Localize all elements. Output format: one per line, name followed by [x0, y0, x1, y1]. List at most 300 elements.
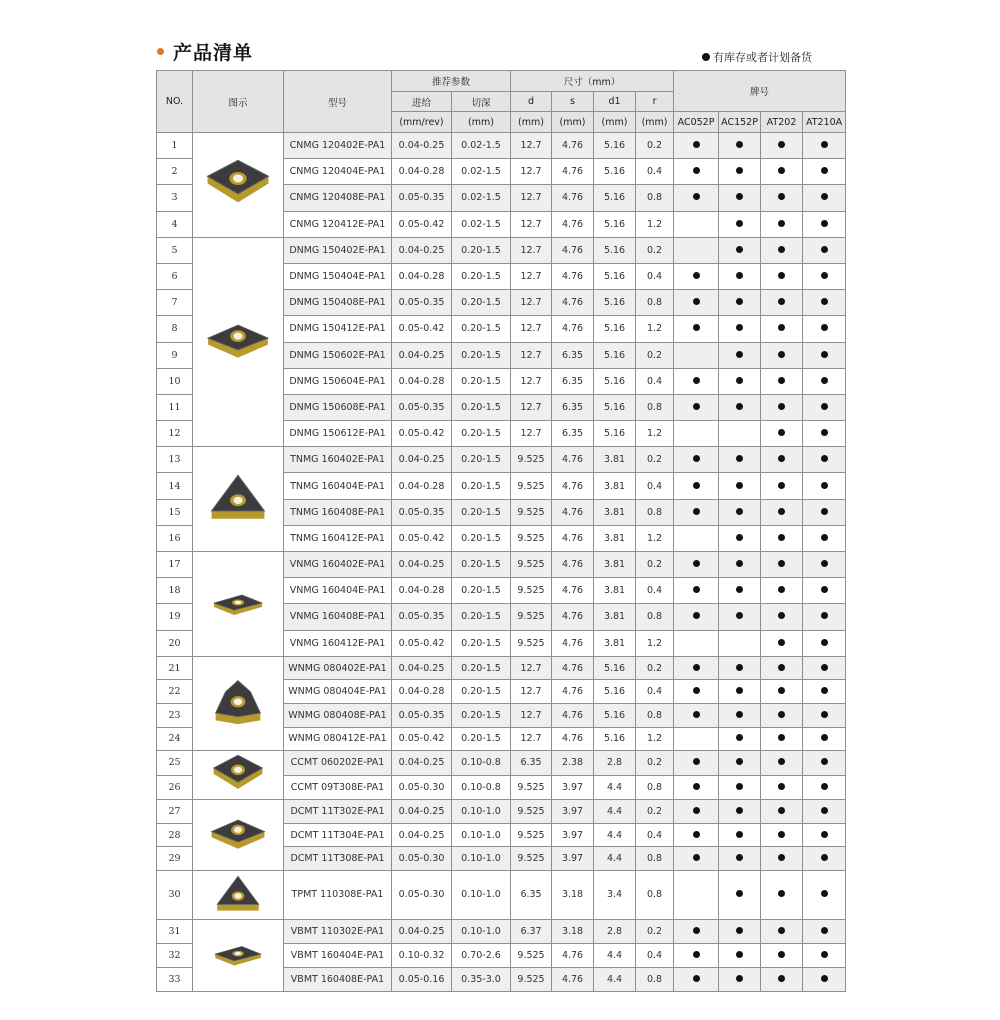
depth-cell: 0.20-1.5: [452, 368, 511, 394]
feed-cell: 0.05-0.30: [392, 847, 452, 871]
r-cell: 0.8: [636, 604, 674, 630]
grade-at202-cell: [761, 342, 803, 368]
r-cell: 0.4: [636, 159, 674, 185]
d-cell: 12.7: [511, 263, 552, 289]
in-stock-dot-icon: [821, 272, 828, 279]
in-stock-dot-icon: [693, 783, 700, 790]
in-stock-dot-icon: [821, 167, 828, 174]
d1-cell: 3.4: [594, 870, 636, 919]
row-number: 10: [157, 368, 193, 394]
s-cell: 4.76: [552, 967, 594, 991]
in-stock-dot-icon: [736, 831, 743, 838]
grade-ac052p-cell: [674, 159, 719, 185]
grade-ac052p-cell: [674, 943, 719, 967]
depth-cell: 0.02-1.5: [452, 133, 511, 159]
s-cell: 4.76: [552, 473, 594, 499]
d-cell: 12.7: [511, 727, 552, 751]
d-cell: 6.35: [511, 751, 552, 776]
grade-at210a-cell: [803, 800, 846, 824]
header-grade: 牌号: [674, 71, 846, 112]
d-cell: 9.525: [511, 847, 552, 871]
in-stock-dot-icon: [693, 687, 700, 694]
depth-cell: 0.10-0.8: [452, 775, 511, 800]
d1-cell: 4.4: [594, 967, 636, 991]
in-stock-dot-icon: [736, 734, 743, 741]
grade-at202-cell: [761, 159, 803, 185]
in-stock-dot-icon: [778, 272, 785, 279]
feed-cell: 0.04-0.28: [392, 159, 452, 185]
table-row: [157, 870, 846, 919]
in-stock-dot-icon: [736, 560, 743, 567]
s-cell: 6.35: [552, 394, 594, 420]
in-stock-dot-icon: [736, 854, 743, 861]
grade-at202-cell: [761, 394, 803, 420]
grade-ac152p-cell: [719, 775, 761, 800]
grade-ac152p-cell: [719, 368, 761, 394]
insert-image-cell: [193, 800, 284, 871]
grade-ac052p-cell: [674, 499, 719, 525]
feed-cell: 0.04-0.25: [392, 552, 452, 578]
r-cell: 0.2: [636, 447, 674, 473]
s-cell: 4.76: [552, 316, 594, 342]
grade-ac052p-cell: [674, 316, 719, 342]
s-cell: 3.18: [552, 870, 594, 919]
feed-cell: 0.04-0.25: [392, 237, 452, 263]
grade-ac152p-cell: [719, 525, 761, 551]
header-size: 尺寸（mm）: [511, 71, 674, 92]
d1-cell: 5.16: [594, 133, 636, 159]
feed-cell: 0.04-0.25: [392, 919, 452, 943]
d-cell: 9.525: [511, 630, 552, 656]
grade-at202-cell: [761, 919, 803, 943]
row-number: 25: [157, 751, 193, 776]
r-cell: 0.4: [636, 263, 674, 289]
d-cell: 12.7: [511, 237, 552, 263]
grade-at210a-cell: [803, 421, 846, 447]
in-stock-dot-icon: [778, 975, 785, 982]
d-cell: 6.35: [511, 870, 552, 919]
feed-cell: 0.04-0.25: [392, 823, 452, 847]
grade-at210a-cell: [803, 211, 846, 237]
table-row: [157, 919, 846, 943]
row-number: 17: [157, 552, 193, 578]
in-stock-dot-icon: [821, 951, 828, 958]
in-stock-dot-icon: [778, 298, 785, 305]
table-row: [157, 237, 846, 263]
r-cell: 1.2: [636, 630, 674, 656]
feed-cell: 0.04-0.25: [392, 133, 452, 159]
in-stock-dot-icon: [736, 377, 743, 384]
table-row: [157, 800, 846, 824]
feed-cell: 0.04-0.28: [392, 578, 452, 604]
in-stock-dot-icon: [693, 298, 700, 305]
depth-cell: 0.02-1.5: [452, 159, 511, 185]
in-stock-dot-icon: [736, 534, 743, 541]
in-stock-dot-icon: [693, 272, 700, 279]
row-number: 15: [157, 499, 193, 525]
r-cell: 0.4: [636, 578, 674, 604]
d-cell: 12.7: [511, 703, 552, 727]
d1-cell: 5.16: [594, 394, 636, 420]
grade-at210a-cell: [803, 290, 846, 316]
insert-image-cell: [193, 133, 284, 238]
header-depth-unit: (mm): [452, 112, 511, 133]
in-stock-dot-icon: [778, 586, 785, 593]
r-cell: 0.2: [636, 552, 674, 578]
in-stock-dot-icon: [693, 508, 700, 515]
in-stock-dot-icon: [821, 758, 828, 765]
feed-cell: 0.04-0.28: [392, 368, 452, 394]
grade-at202-cell: [761, 237, 803, 263]
grade-at202-cell: [761, 263, 803, 289]
in-stock-dot-icon: [778, 482, 785, 489]
grade-at210a-cell: [803, 552, 846, 578]
r-cell: 0.2: [636, 800, 674, 824]
in-stock-dot-icon: [778, 403, 785, 410]
depth-cell: 0.20-1.5: [452, 342, 511, 368]
row-number: 20: [157, 630, 193, 656]
feed-cell: 0.04-0.25: [392, 751, 452, 776]
d-cell: 9.525: [511, 967, 552, 991]
s-cell: 6.35: [552, 368, 594, 394]
model-cell: VNMG 160412E-PA1: [284, 630, 392, 656]
grade-ac152p-cell: [719, 237, 761, 263]
s-cell: 4.76: [552, 703, 594, 727]
grade-ac152p-cell: [719, 578, 761, 604]
grade-ac152p-cell: [719, 133, 761, 159]
d1-cell: 5.16: [594, 185, 636, 211]
in-stock-dot-icon: [821, 927, 828, 934]
row-number: 14: [157, 473, 193, 499]
d-cell: 6.37: [511, 919, 552, 943]
header-r-unit: (mm): [636, 112, 674, 133]
in-stock-dot-icon: [736, 324, 743, 331]
depth-cell: 0.35-3.0: [452, 967, 511, 991]
depth-cell: 0.20-1.5: [452, 499, 511, 525]
grade-ac152p-cell: [719, 421, 761, 447]
d1-cell: 5.16: [594, 316, 636, 342]
in-stock-dot-icon: [821, 890, 828, 897]
tnmg-insert-icon: [193, 468, 283, 530]
grade-ac152p-cell: [719, 604, 761, 630]
grade-ac052p-cell: [674, 703, 719, 727]
depth-cell: 0.20-1.5: [452, 421, 511, 447]
in-stock-dot-icon: [778, 664, 785, 671]
s-cell: 4.76: [552, 552, 594, 578]
grade-ac052p-cell: [674, 680, 719, 704]
row-number: 18: [157, 578, 193, 604]
vnmg-insert-icon: [193, 584, 283, 624]
grade-ac152p-cell: [719, 290, 761, 316]
row-number: 21: [157, 656, 193, 680]
in-stock-dot-icon: [736, 664, 743, 671]
in-stock-dot-icon: [736, 890, 743, 897]
r-cell: 0.4: [636, 823, 674, 847]
in-stock-dot-icon: [736, 272, 743, 279]
header-grade-at202: AT202: [761, 112, 803, 133]
s-cell: 4.76: [552, 630, 594, 656]
page-title: [157, 38, 253, 65]
depth-cell: 0.20-1.5: [452, 604, 511, 630]
grade-at210a-cell: [803, 185, 846, 211]
row-number: 3: [157, 185, 193, 211]
d-cell: 9.525: [511, 775, 552, 800]
r-cell: 1.2: [636, 525, 674, 551]
s-cell: 6.35: [552, 342, 594, 368]
model-cell: VBMT 160408E-PA1: [284, 967, 392, 991]
depth-cell: 0.02-1.5: [452, 211, 511, 237]
s-cell: 3.97: [552, 800, 594, 824]
insert-image-cell: [193, 237, 284, 447]
grade-at210a-cell: [803, 499, 846, 525]
depth-cell: 0.20-1.5: [452, 525, 511, 551]
in-stock-dot-icon: [821, 351, 828, 358]
grade-at210a-cell: [803, 847, 846, 871]
header-model: 型号: [284, 71, 392, 133]
grade-at202-cell: [761, 447, 803, 473]
r-cell: 1.2: [636, 421, 674, 447]
depth-cell: 0.10-0.8: [452, 751, 511, 776]
grade-at210a-cell: [803, 870, 846, 919]
d-cell: 9.525: [511, 604, 552, 630]
grade-ac152p-cell: [719, 703, 761, 727]
depth-cell: 0.20-1.5: [452, 473, 511, 499]
grade-ac052p-cell: [674, 394, 719, 420]
s-cell: 4.76: [552, 727, 594, 751]
in-stock-dot-icon: [778, 734, 785, 741]
model-cell: WNMG 080408E-PA1: [284, 703, 392, 727]
page-title-text: 产品清单: [173, 42, 254, 64]
r-cell: 0.8: [636, 967, 674, 991]
s-cell: 4.76: [552, 237, 594, 263]
grade-ac152p-cell: [719, 800, 761, 824]
in-stock-dot-icon: [778, 831, 785, 838]
d-cell: 9.525: [511, 499, 552, 525]
in-stock-dot-icon: [778, 758, 785, 765]
d-cell: 12.7: [511, 159, 552, 185]
in-stock-dot-icon: [693, 758, 700, 765]
d-cell: 12.7: [511, 316, 552, 342]
d-cell: 12.7: [511, 394, 552, 420]
in-stock-dot-icon: [821, 612, 828, 619]
grade-ac052p-cell: [674, 800, 719, 824]
d1-cell: 3.81: [594, 447, 636, 473]
feed-cell: 0.04-0.28: [392, 473, 452, 499]
insert-image-cell: [193, 552, 284, 657]
grade-at202-cell: [761, 525, 803, 551]
in-stock-dot-icon: [693, 807, 700, 814]
grade-at210a-cell: [803, 943, 846, 967]
d-cell: 12.7: [511, 290, 552, 316]
d-cell: 12.7: [511, 211, 552, 237]
s-cell: 2.38: [552, 751, 594, 776]
in-stock-dot-icon: [736, 141, 743, 148]
table-row: [157, 552, 846, 578]
in-stock-dot-icon: [736, 951, 743, 958]
grade-at202-cell: [761, 499, 803, 525]
s-cell: 4.76: [552, 604, 594, 630]
grade-at210a-cell: [803, 263, 846, 289]
in-stock-dot-icon: [821, 377, 828, 384]
row-number: 4: [157, 211, 193, 237]
model-cell: TNMG 160412E-PA1: [284, 525, 392, 551]
d1-cell: 5.16: [594, 656, 636, 680]
grade-ac152p-cell: [719, 967, 761, 991]
row-number: 26: [157, 775, 193, 800]
feed-cell: 0.05-0.35: [392, 499, 452, 525]
header-depth: 切深: [452, 92, 511, 112]
dnmg-insert-icon: [193, 316, 283, 368]
s-cell: 4.76: [552, 133, 594, 159]
in-stock-dot-icon: [821, 687, 828, 694]
grade-ac152p-cell: [719, 263, 761, 289]
in-stock-dot-icon: [778, 455, 785, 462]
insert-image-cell: [193, 447, 284, 552]
model-cell: VNMG 160408E-PA1: [284, 604, 392, 630]
grade-at202-cell: [761, 316, 803, 342]
depth-cell: 0.20-1.5: [452, 263, 511, 289]
grade-at210a-cell: [803, 703, 846, 727]
in-stock-dot-icon: [778, 612, 785, 619]
row-number: 12: [157, 421, 193, 447]
feed-cell: 0.04-0.28: [392, 680, 452, 704]
s-cell: 4.76: [552, 159, 594, 185]
s-cell: 4.76: [552, 263, 594, 289]
grade-ac152p-cell: [719, 499, 761, 525]
grade-at202-cell: [761, 185, 803, 211]
in-stock-dot-icon: [821, 639, 828, 646]
feed-cell: 0.05-0.35: [392, 604, 452, 630]
model-cell: DNMG 150404E-PA1: [284, 263, 392, 289]
grade-at210a-cell: [803, 823, 846, 847]
tpmt-insert-icon: [193, 871, 283, 919]
d1-cell: 4.4: [594, 823, 636, 847]
in-stock-dot-icon: [778, 508, 785, 515]
grade-ac052p-cell: [674, 656, 719, 680]
model-cell: DNMG 150604E-PA1: [284, 368, 392, 394]
d-cell: 9.525: [511, 823, 552, 847]
header-grade-at210a: AT210A: [803, 112, 846, 133]
in-stock-dot-icon: [693, 167, 700, 174]
d1-cell: 3.81: [594, 578, 636, 604]
insert-image-cell: [193, 656, 284, 750]
grade-at210a-cell: [803, 133, 846, 159]
in-stock-dot-icon: [821, 455, 828, 462]
depth-cell: 0.10-1.0: [452, 870, 511, 919]
in-stock-dot-icon: [778, 167, 785, 174]
grade-at210a-cell: [803, 368, 846, 394]
in-stock-dot-icon: [693, 193, 700, 200]
in-stock-dot-icon: [778, 854, 785, 861]
ccmt-insert-icon: [193, 751, 283, 799]
d1-cell: 3.81: [594, 604, 636, 630]
grade-ac052p-cell: [674, 525, 719, 551]
in-stock-dot-icon: [736, 508, 743, 515]
grade-ac152p-cell: [719, 630, 761, 656]
feed-cell: 0.05-0.42: [392, 316, 452, 342]
in-stock-dot-icon: [693, 831, 700, 838]
in-stock-dot-icon: [778, 687, 785, 694]
in-stock-dot-icon: [778, 534, 785, 541]
s-cell: 3.97: [552, 775, 594, 800]
r-cell: 0.8: [636, 870, 674, 919]
grade-ac152p-cell: [719, 919, 761, 943]
table-row: [157, 447, 846, 473]
row-number: 16: [157, 525, 193, 551]
in-stock-dot-icon: [736, 586, 743, 593]
d1-cell: 3.81: [594, 630, 636, 656]
grade-at210a-cell: [803, 237, 846, 263]
model-cell: TNMG 160408E-PA1: [284, 499, 392, 525]
d1-cell: 5.16: [594, 159, 636, 185]
in-stock-dot-icon: [821, 831, 828, 838]
grade-ac152p-cell: [719, 943, 761, 967]
stock-dot-icon: [702, 53, 710, 61]
in-stock-dot-icon: [736, 298, 743, 305]
r-cell: 0.2: [636, 751, 674, 776]
r-cell: 0.8: [636, 290, 674, 316]
row-number: 33: [157, 967, 193, 991]
r-cell: 0.2: [636, 656, 674, 680]
in-stock-dot-icon: [778, 927, 785, 934]
grade-at202-cell: [761, 656, 803, 680]
grade-ac052p-cell: [674, 421, 719, 447]
row-number: 23: [157, 703, 193, 727]
feed-cell: 0.04-0.25: [392, 342, 452, 368]
in-stock-dot-icon: [736, 975, 743, 982]
d1-cell: 5.16: [594, 211, 636, 237]
insert-image-cell: [193, 751, 284, 800]
row-number: 6: [157, 263, 193, 289]
row-number: 28: [157, 823, 193, 847]
r-cell: 0.4: [636, 473, 674, 499]
in-stock-dot-icon: [736, 351, 743, 358]
d-cell: 12.7: [511, 368, 552, 394]
product-table: [156, 70, 846, 992]
header-grade-ac152p: AC152P: [719, 112, 761, 133]
grade-at202-cell: [761, 604, 803, 630]
dcmt-insert-icon: [193, 812, 283, 858]
grade-at202-cell: [761, 967, 803, 991]
depth-cell: 0.10-1.0: [452, 800, 511, 824]
grade-ac052p-cell: [674, 290, 719, 316]
r-cell: 0.4: [636, 680, 674, 704]
grade-ac152p-cell: [719, 870, 761, 919]
grade-at210a-cell: [803, 525, 846, 551]
in-stock-dot-icon: [693, 612, 700, 619]
grade-ac152p-cell: [719, 823, 761, 847]
grade-ac052p-cell: [674, 552, 719, 578]
grade-ac152p-cell: [719, 656, 761, 680]
bullet-icon: [157, 48, 164, 55]
in-stock-dot-icon: [736, 482, 743, 489]
r-cell: 0.8: [636, 394, 674, 420]
feed-cell: 0.05-0.35: [392, 394, 452, 420]
model-cell: CNMG 120404E-PA1: [284, 159, 392, 185]
in-stock-dot-icon: [821, 220, 828, 227]
d-cell: 9.525: [511, 447, 552, 473]
d-cell: 9.525: [511, 552, 552, 578]
header-s-unit: (mm): [552, 112, 594, 133]
in-stock-dot-icon: [736, 687, 743, 694]
grade-ac052p-cell: [674, 185, 719, 211]
in-stock-dot-icon: [821, 193, 828, 200]
grade-ac052p-cell: [674, 727, 719, 751]
row-number: 24: [157, 727, 193, 751]
grade-at202-cell: [761, 703, 803, 727]
s-cell: 4.76: [552, 499, 594, 525]
in-stock-dot-icon: [778, 890, 785, 897]
